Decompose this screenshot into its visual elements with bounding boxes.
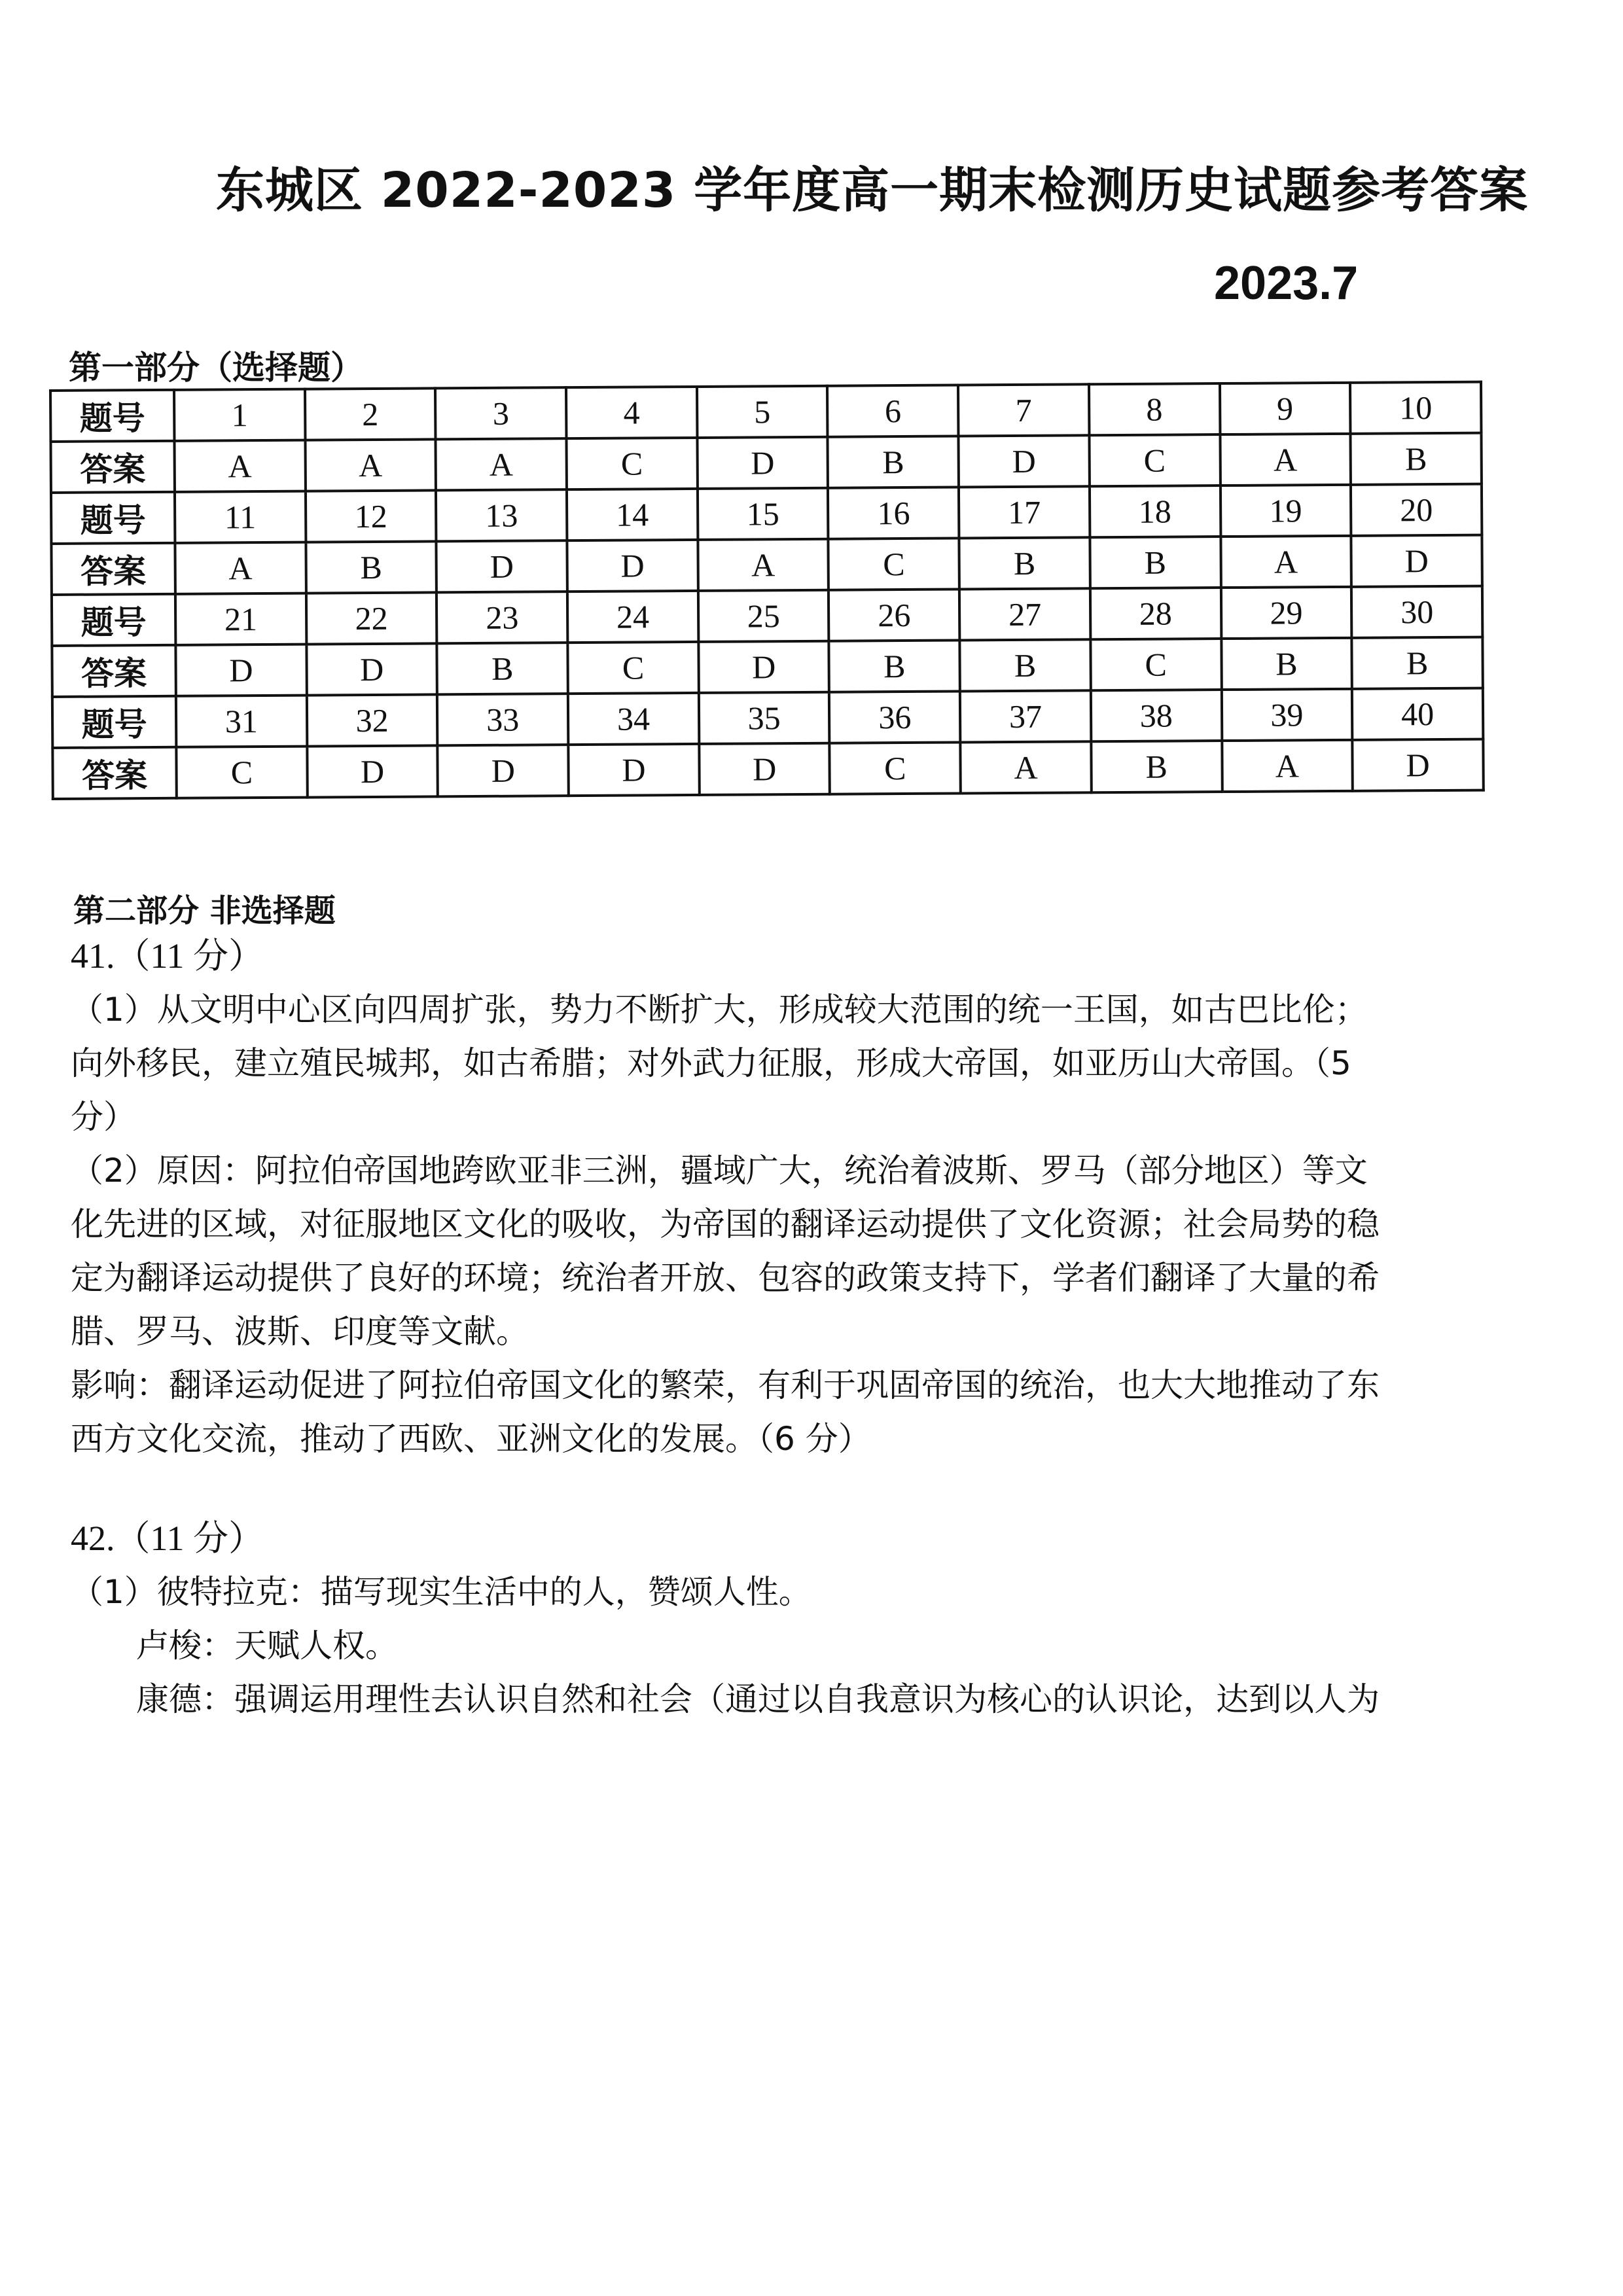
answer-cell: C xyxy=(567,642,698,694)
q41-line: 定为翻译运动提供了良好的环境；统治者开放、包容的政策支持下，学者们翻译了大量的希 xyxy=(71,1259,1380,1297)
question-number-cell: 19 xyxy=(1220,485,1351,537)
answer-cell: B xyxy=(1352,637,1483,689)
question-number-cell: 14 xyxy=(567,489,698,540)
document-title: 东城区 2022-2023 学年度高一期末检测历史试题参考答案 xyxy=(216,162,1529,219)
answer-cell: A xyxy=(175,542,306,594)
question-number-cell: 30 xyxy=(1351,586,1482,638)
question-number-cell: 7 xyxy=(958,384,1089,436)
q41-line: 腊、罗马、波斯、印度等文献。 xyxy=(71,1313,529,1351)
question-42-header: 42.（11 分） xyxy=(71,1519,264,1558)
q41-line: 西方文化交流，推动了西欧、亚洲文化的发展。（6 分） xyxy=(71,1420,871,1458)
question-number-cell: 21 xyxy=(175,593,306,645)
answer-cell: D xyxy=(307,745,438,797)
answer-cell: C xyxy=(1090,639,1221,690)
row-label-number: 题号 xyxy=(52,696,176,748)
answer-cell: B xyxy=(829,641,960,692)
question-41-header: 41.（11 分） xyxy=(71,936,264,976)
q41-line: 化先进的区域，对征服地区文化的吸收，为帝国的翻译运动提供了文化资源；社会局势的稳 xyxy=(71,1205,1380,1243)
question-number-cell: 3 xyxy=(435,387,566,439)
answer-row xyxy=(50,433,1481,493)
question-number-cell: 29 xyxy=(1221,587,1351,639)
question-number-cell: 10 xyxy=(1350,382,1481,434)
question-number-cell: 39 xyxy=(1221,689,1352,741)
row-label-answer: 答案 xyxy=(51,543,175,595)
question-number-cell: 40 xyxy=(1352,688,1483,740)
q41-line: 影响：翻译运动促进了阿拉伯帝国文化的繁荣，有利于巩固帝国的统治，也大大地推动了东 xyxy=(71,1366,1380,1404)
answer-cell: D xyxy=(437,540,567,592)
answer-cell: A xyxy=(436,438,567,490)
answer-cell: D xyxy=(175,645,306,696)
part2-heading: 第二部分 非选择题 xyxy=(73,892,336,929)
answer-cell: A xyxy=(1220,434,1351,486)
q42-line: （1）彼特拉克：描写现实生活中的人，赞颂人性。 xyxy=(71,1573,812,1611)
question-number-cell: 24 xyxy=(567,591,698,643)
question-number-row xyxy=(52,688,1483,748)
answer-cell: D xyxy=(568,744,699,796)
answer-cell: D xyxy=(959,435,1090,487)
answer-row xyxy=(51,535,1482,595)
question-number-cell: 17 xyxy=(959,486,1090,538)
question-number-cell: 37 xyxy=(960,690,1091,742)
question-number-cell: 25 xyxy=(698,590,829,642)
answer-cell: D xyxy=(567,540,698,592)
answer-cell: A xyxy=(174,440,305,492)
q41-line: （2）原因：阿拉伯帝国地跨欧亚非三洲，疆域广大，统治着波斯、罗马（部分地区）等文 xyxy=(71,1152,1368,1190)
answer-cell: C xyxy=(567,438,698,489)
answer-cell: B xyxy=(1221,638,1352,690)
question-number-cell: 27 xyxy=(959,588,1090,640)
answer-cell: D xyxy=(698,641,829,693)
answer-cell: D xyxy=(1351,535,1482,587)
row-label-answer: 答案 xyxy=(52,747,176,799)
question-42 xyxy=(71,1511,1530,1726)
answer-cell: C xyxy=(829,539,959,590)
answer-cell: B xyxy=(828,436,959,488)
multiple-choice-answer-table xyxy=(49,381,1485,800)
answer-cell: A xyxy=(1221,536,1351,588)
answer-cell: B xyxy=(959,537,1090,589)
question-number-cell: 6 xyxy=(827,385,958,437)
question-41 xyxy=(71,929,1530,1466)
question-number-cell: 33 xyxy=(437,694,568,745)
question-number-cell: 34 xyxy=(568,693,699,745)
answer-cell: D xyxy=(699,743,830,795)
question-number-cell: 13 xyxy=(436,489,567,541)
question-number-cell: 22 xyxy=(306,592,437,644)
answer-cell: A xyxy=(698,539,829,591)
question-number-cell: 36 xyxy=(829,692,960,743)
row-label-number: 题号 xyxy=(50,390,174,442)
question-number-cell: 8 xyxy=(1089,383,1220,435)
question-number-cell: 2 xyxy=(305,388,436,440)
q41-line: （1）从文明中心区向四周扩张，势力不断扩大，形成较大范围的统一王国，如古巴比伦； xyxy=(71,991,1368,1029)
answer-cell: D xyxy=(697,437,828,489)
answer-cell: B xyxy=(959,639,1090,691)
answer-cell: B xyxy=(1090,537,1221,588)
question-number-cell: 4 xyxy=(566,387,697,438)
q42-line: 卢梭：天赋人权。 xyxy=(136,1627,398,1665)
answer-cell: B xyxy=(1091,741,1222,792)
question-number-cell: 23 xyxy=(437,592,567,643)
answer-cell: D xyxy=(438,745,569,796)
question-number-cell: 20 xyxy=(1351,484,1482,536)
answer-cell: D xyxy=(1352,739,1483,791)
q42-line: 康德：强调运用理性去认识自然和社会（通过以自我意识为核心的认识论，达到以人为 xyxy=(136,1680,1380,1718)
answer-cell: D xyxy=(306,643,437,695)
answer-row xyxy=(52,739,1483,799)
question-number-cell: 38 xyxy=(1091,690,1222,741)
row-label-answer: 答案 xyxy=(50,441,174,493)
answer-cell: A xyxy=(305,439,436,491)
question-number-cell: 12 xyxy=(306,490,437,542)
row-label-number: 题号 xyxy=(52,594,175,646)
q41-line: 向外移民，建立殖民城邦，如古希腊；对外武力征服，形成大帝国，如亚历山大帝国。（5 xyxy=(71,1044,1351,1082)
question-number-cell: 18 xyxy=(1090,486,1221,537)
question-number-row xyxy=(52,586,1482,646)
answer-cell: A xyxy=(1222,740,1353,792)
row-label-number: 题号 xyxy=(51,492,175,544)
question-number-cell: 9 xyxy=(1219,383,1350,434)
answer-cell: B xyxy=(306,541,437,593)
question-number-row xyxy=(50,382,1481,442)
q41-line: 分） xyxy=(71,1098,136,1136)
question-number-cell: 16 xyxy=(828,487,959,539)
question-number-row xyxy=(51,484,1482,544)
answer-cell: C xyxy=(830,743,961,794)
document-date: 2023.7 xyxy=(1214,257,1359,309)
part1-heading: 第一部分（选择题） xyxy=(69,349,363,387)
answer-row xyxy=(52,637,1482,697)
question-number-cell: 26 xyxy=(829,590,959,641)
question-number-cell: 11 xyxy=(175,491,306,543)
answer-cell: A xyxy=(960,741,1091,793)
question-number-cell: 32 xyxy=(307,694,438,746)
question-number-cell: 5 xyxy=(697,386,828,438)
answer-cell: B xyxy=(437,643,568,694)
answer-cell: C xyxy=(1089,434,1220,486)
question-number-cell: 35 xyxy=(699,692,830,744)
question-number-cell: 31 xyxy=(176,696,307,747)
question-number-cell: 28 xyxy=(1090,588,1221,639)
question-number-cell: 1 xyxy=(174,389,305,441)
row-label-answer: 答案 xyxy=(52,645,175,697)
answer-cell: C xyxy=(176,747,307,798)
question-number-cell: 15 xyxy=(698,488,829,540)
answer-cell: B xyxy=(1351,433,1482,485)
